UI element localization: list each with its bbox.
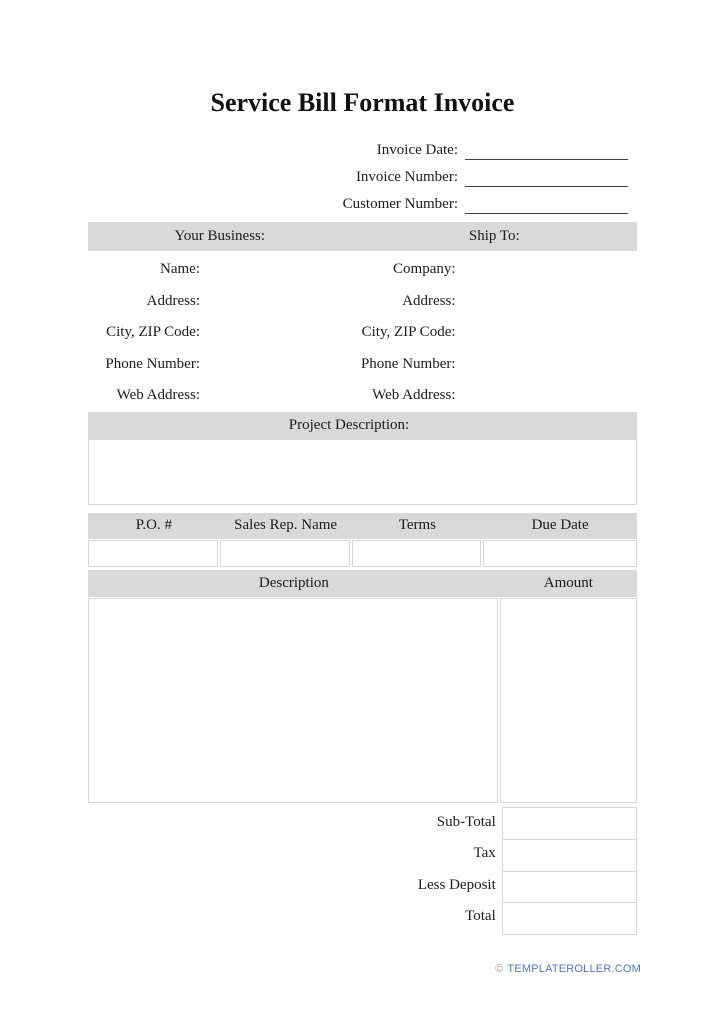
customer-number-label: Customer Number: bbox=[342, 196, 458, 212]
form-row-phone bbox=[88, 349, 637, 381]
due-date-header: Due Date bbox=[531, 517, 589, 533]
page-title: Service Bill Format Invoice bbox=[210, 88, 515, 117]
business-name-label: Name: bbox=[160, 261, 200, 278]
invoice-meta-section bbox=[88, 133, 637, 214]
tax-input[interactable] bbox=[503, 839, 636, 871]
ship-to-header: Ship To: bbox=[468, 228, 520, 244]
customer-number-input[interactable] bbox=[465, 196, 628, 214]
po-table-value-row bbox=[88, 540, 637, 567]
project-description-header: Project Description: bbox=[288, 416, 410, 433]
amount-header: Amount bbox=[543, 574, 593, 591]
form-row-address bbox=[88, 286, 637, 318]
templateroller-link[interactable]: TEMPLATEROLLER.COM bbox=[507, 963, 641, 975]
form-row-web bbox=[88, 380, 637, 412]
invoice-number-input[interactable] bbox=[465, 169, 628, 187]
items-table-body bbox=[88, 598, 637, 803]
items-table-header-bar bbox=[88, 570, 637, 597]
your-business-header: Your Business: bbox=[174, 228, 266, 244]
invoice-date-input[interactable] bbox=[465, 142, 628, 160]
business-web-label: Web Address: bbox=[116, 387, 200, 404]
amount-input[interactable] bbox=[500, 598, 637, 803]
invoice-date-label: Invoice Date: bbox=[376, 142, 458, 158]
totals-labels bbox=[88, 807, 500, 935]
form-row-name-company bbox=[88, 254, 637, 286]
less-deposit-label: Less Deposit bbox=[417, 876, 496, 893]
customer-number-row bbox=[88, 187, 637, 214]
invoice-number-row bbox=[88, 160, 637, 187]
invoice-number-label: Invoice Number: bbox=[355, 169, 458, 185]
subtotal-label: Sub-Total bbox=[436, 813, 496, 830]
totals-section bbox=[88, 807, 637, 935]
shipto-web-label: Web Address: bbox=[372, 387, 456, 404]
total-input[interactable] bbox=[503, 902, 636, 934]
project-description-header-bar bbox=[88, 412, 637, 439]
tax-label: Tax bbox=[473, 845, 496, 861]
total-label: Total bbox=[465, 908, 496, 924]
subtotal-input[interactable] bbox=[503, 808, 636, 840]
po-number-input[interactable] bbox=[88, 540, 218, 567]
sales-rep-input[interactable] bbox=[220, 540, 350, 567]
description-header: Description bbox=[258, 574, 329, 591]
terms-input[interactable] bbox=[352, 540, 482, 567]
project-description-input[interactable] bbox=[88, 439, 637, 505]
business-shipto-header-bar bbox=[88, 222, 637, 251]
shipto-city-zip-label: City, ZIP Code: bbox=[361, 324, 456, 341]
sales-rep-header: Sales Rep. Name bbox=[234, 517, 338, 533]
footer bbox=[495, 963, 641, 975]
business-address-label: Address: bbox=[146, 292, 200, 309]
due-date-input[interactable] bbox=[483, 540, 637, 567]
shipto-company-label: Company: bbox=[393, 261, 456, 278]
terms-header: Terms bbox=[398, 517, 437, 533]
invoice-date-row bbox=[88, 133, 637, 160]
less-deposit-input[interactable] bbox=[503, 871, 636, 903]
description-input[interactable] bbox=[88, 598, 498, 803]
form-row-city-zip bbox=[88, 317, 637, 349]
po-table-header-bar bbox=[88, 513, 637, 539]
copyright-icon: © bbox=[495, 963, 504, 975]
business-city-zip-label: City, ZIP Code: bbox=[106, 324, 200, 341]
invoice-content bbox=[88, 0, 637, 935]
po-number-header: P.O. # bbox=[135, 517, 172, 533]
business-phone-label: Phone Number: bbox=[105, 355, 200, 372]
shipto-address-label: Address: bbox=[402, 292, 456, 309]
shipto-phone-label: Phone Number: bbox=[360, 355, 456, 372]
totals-value-boxes bbox=[502, 807, 637, 935]
business-shipto-rows bbox=[88, 251, 637, 412]
